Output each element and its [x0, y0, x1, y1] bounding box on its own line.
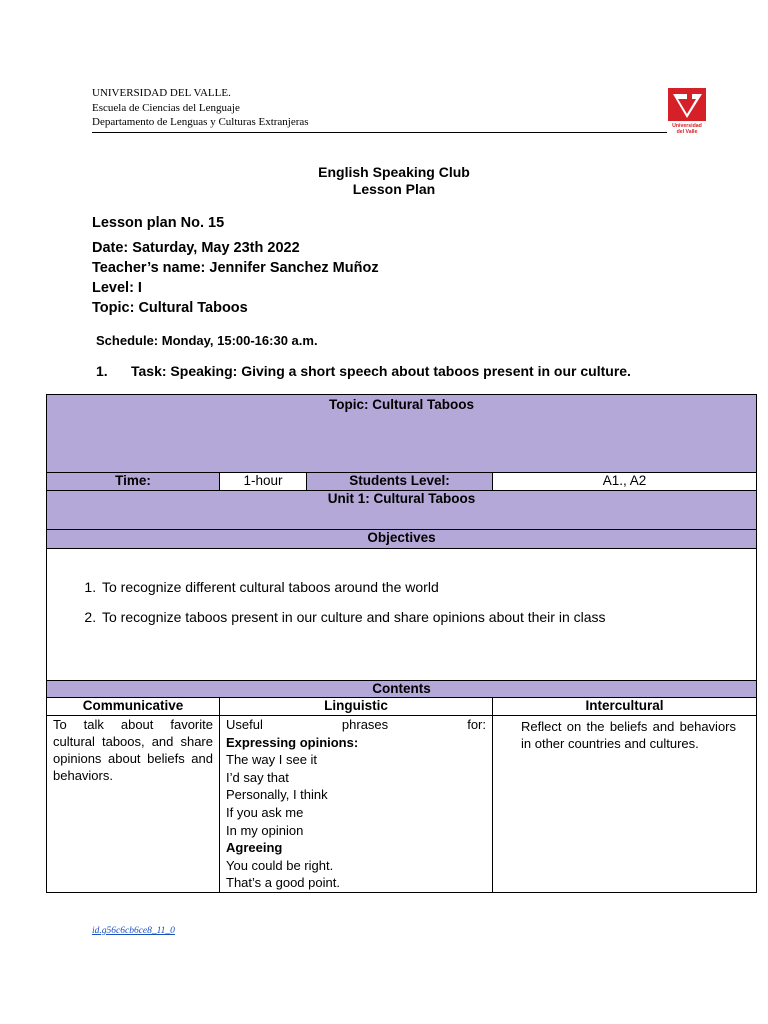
objective-item: 2. To recognize taboos present in our culture and share opinions about their in class — [100, 609, 750, 625]
table-topic: Topic: Cultural Taboos — [47, 395, 757, 473]
objectives-label: Objectives — [47, 530, 757, 549]
lesson-level: Level: I — [92, 280, 142, 296]
lesson-topic: Topic: Cultural Taboos — [92, 300, 248, 316]
intercultural-text: Reflect on the beliefs and behaviors in other countries and cultures. — [493, 716, 757, 893]
phrase: If you ask me — [226, 804, 304, 820]
linguistic-intro: Useful phrases for: — [226, 717, 486, 732]
linguistic-heading: Expressing opinions: — [226, 734, 359, 750]
students-level-value: A1., A2 — [493, 473, 757, 491]
task-line — [96, 363, 631, 379]
objective-item: 1. To recognize different cultural taboos around the world — [100, 579, 750, 595]
col-communicative: Communicative — [47, 698, 220, 716]
document-subtitle: Lesson Plan — [352, 181, 436, 197]
task-text: Task: Speaking: Giving a short speech about taboos present in our culture. — [131, 363, 631, 379]
phrase: In my opinion — [226, 822, 304, 838]
linguistic-heading: Agreeing — [226, 840, 283, 856]
lesson-plan-table — [46, 394, 757, 893]
phrase: You could be right. — [226, 857, 334, 873]
students-level-label: Students Level: — [307, 473, 493, 491]
phrase: I’d say that — [226, 769, 289, 785]
col-linguistic: Linguistic — [220, 698, 493, 716]
phrase: Personally, I think — [226, 787, 328, 803]
lesson-meta — [92, 238, 379, 318]
unit-row — [47, 491, 757, 530]
objectives-cell — [47, 549, 757, 681]
svg-text:del Valle: del Valle — [676, 129, 698, 135]
unit-title: Unit 1: Cultural Taboos — [47, 491, 757, 530]
contents-label: Contents — [47, 681, 757, 698]
contents-header-row — [47, 681, 757, 698]
phrase: The way I see it — [226, 752, 318, 768]
school-name: Escuela de Ciencias del Lenguaje — [92, 101, 240, 114]
objectives-header-row — [47, 530, 757, 549]
communicative-text: To talk about favorite cultural taboos, and share opinions about beliefs and behaviors. — [47, 716, 220, 893]
lesson-number: Lesson plan No. 15 — [92, 215, 225, 231]
svg-text:Universidad: Universidad — [672, 123, 702, 129]
document-title: English Speaking Club — [318, 164, 470, 180]
topic-row — [47, 395, 757, 473]
university-name: UNIVERSIDAD DEL VALLE. — [92, 87, 231, 99]
time-label: Time: — [47, 473, 220, 491]
contents-columns-row — [47, 698, 757, 716]
department-name: Departamento de Lenguas y Culturas Extranjeras — [92, 116, 309, 128]
objectives-list — [53, 549, 750, 625]
phrase: That’s a good point. — [226, 875, 340, 891]
objectives-row — [47, 549, 757, 681]
time-level-row — [47, 473, 757, 491]
teacher-name: Teacher’s name: Jennifer Sanchez Muñoz — [92, 260, 379, 276]
col-intercultural: Intercultural — [493, 698, 757, 716]
letterhead — [92, 86, 667, 133]
university-logo — [667, 87, 707, 135]
time-value: 1-hour — [220, 473, 307, 491]
contents-row — [47, 716, 757, 893]
schedule: Schedule: Monday, 15:00-16:30 a.m. — [96, 333, 318, 348]
lesson-date: Date: Saturday, May 23th 2022 — [92, 240, 300, 256]
task-number: 1. — [96, 363, 108, 379]
linguistic-cell — [220, 716, 493, 893]
bookmark-link[interactable]: id.g56c6cb6ce8_11_0 — [92, 926, 175, 936]
